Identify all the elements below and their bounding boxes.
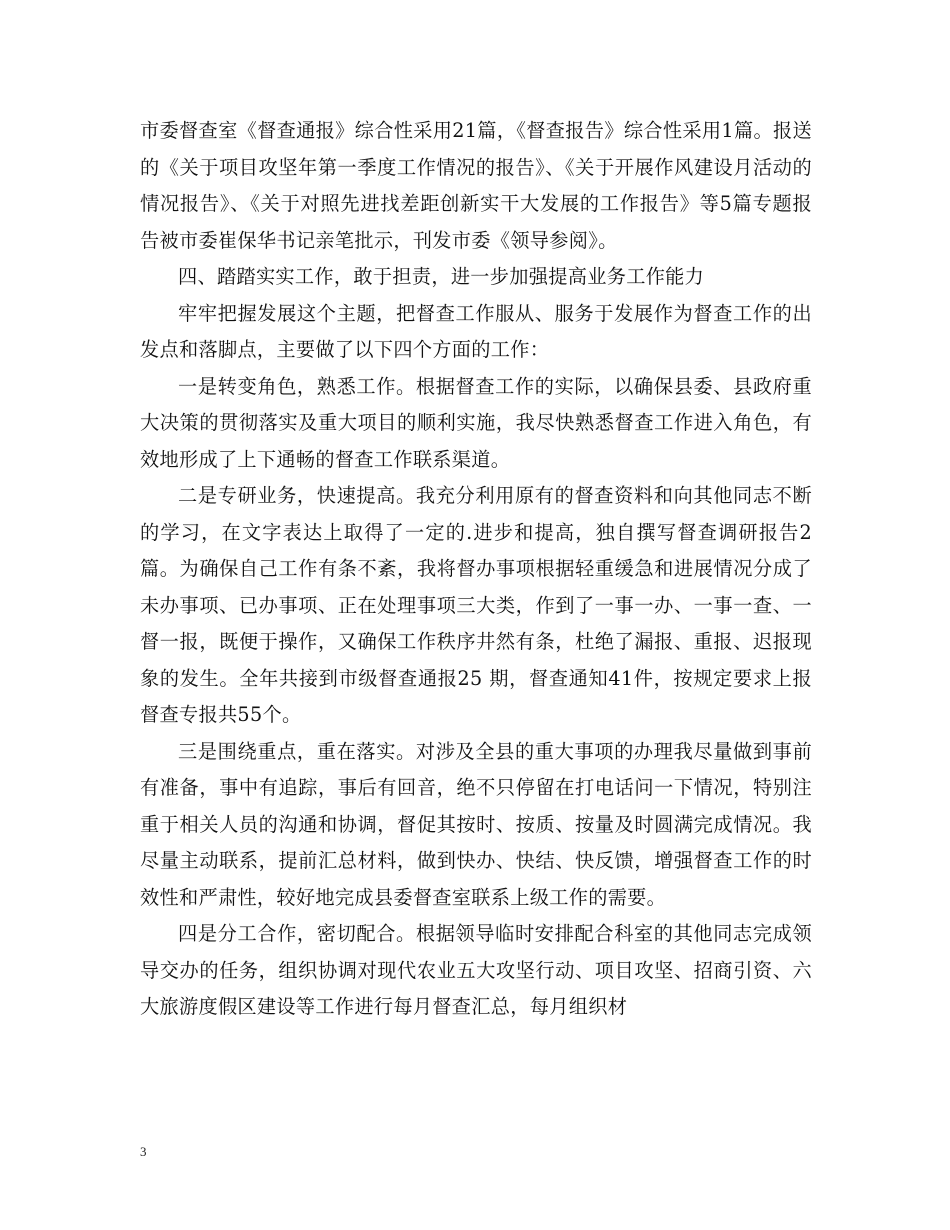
paragraph-point-one: 一是转变角色，熟悉工作。根据督查工作的实际，以确保县委、县政府重大决策的贯彻落实及重大项目的顺利实施，我尽快熟悉督查工作进入角色，有效地形成了上下通畅的督查工作联系渠道。 bbox=[140, 374, 812, 471]
paragraph-point-three: 三是围绕重点，重在落实。对涉及全县的重大事项的办理我尽量做到事前有准备，事中有追踪，事后有回音，绝不只停留在打电话问一下情况，特别注重于相关人员的沟通和协调，督促其按时、按质、按量及时圆满完成情况。我尽量主动联系，提前汇总材料，做到快办、快结、快反馈，增强督查工作的时效性和严肃性，较好地完成县委督查室联系上级工作的需要。 bbox=[140, 739, 812, 909]
paragraph-continuation: 市委督查室《督查通报》综合性采用21篇，《督查报告》综合性采用1篇。报送的《关于项目攻坚年第一季度工作情况的报告》、《关于开展作风建设月活动的情况报告》、《关于对照先进找差距创新实干大发展的工作报告》等5篇专题报告被市委崔保华书记亲笔批示，刊发市委《领导参阅》。 bbox=[140, 119, 812, 252]
section-heading-four: 四、踏踏实实工作，敢于担责，进一步加强提高业务工作能力 bbox=[178, 265, 705, 288]
document-body bbox=[140, 113, 812, 1026]
paragraph-point-four: 四是分工合作，密切配合。根据领导临时安排配合科室的其他同志完成领导交办的任务，组织协调对现代农业五大攻坚行动、项目攻坚、招商引资、六大旅游度假区建设等工作进行每月督查汇总，每月组织材 bbox=[140, 922, 812, 1018]
paragraph-intro: 牢牢把握发展这个主题，把督查工作服从、服务于发展作为督查工作的出发点和落脚点，主要做了以下四个方面的工作： bbox=[140, 301, 812, 361]
paragraph-point-two: 二是专研业务，快速提高。我充分利用原有的督查资料和向其他同志不断的学习，在文字表达上取得了一定的.进步和提高，独自撰写督查调研报告2篇。为确保自己工作有条不紊，我将督办事项根据轻重缓急和进展情况分成了未办事项、已办事项、正在处理事项三大类，作到了一事一办、一事一查、一督一报，既便于操作，又确保工作秩序井然有条，杜绝了漏报、重报、迟报现象的发生。全年共接到市级督查通报25 期，督查通知41件，按规定要求上报督查专报共55个。 bbox=[140, 484, 812, 726]
page-number: 3 bbox=[140, 1144, 147, 1159]
